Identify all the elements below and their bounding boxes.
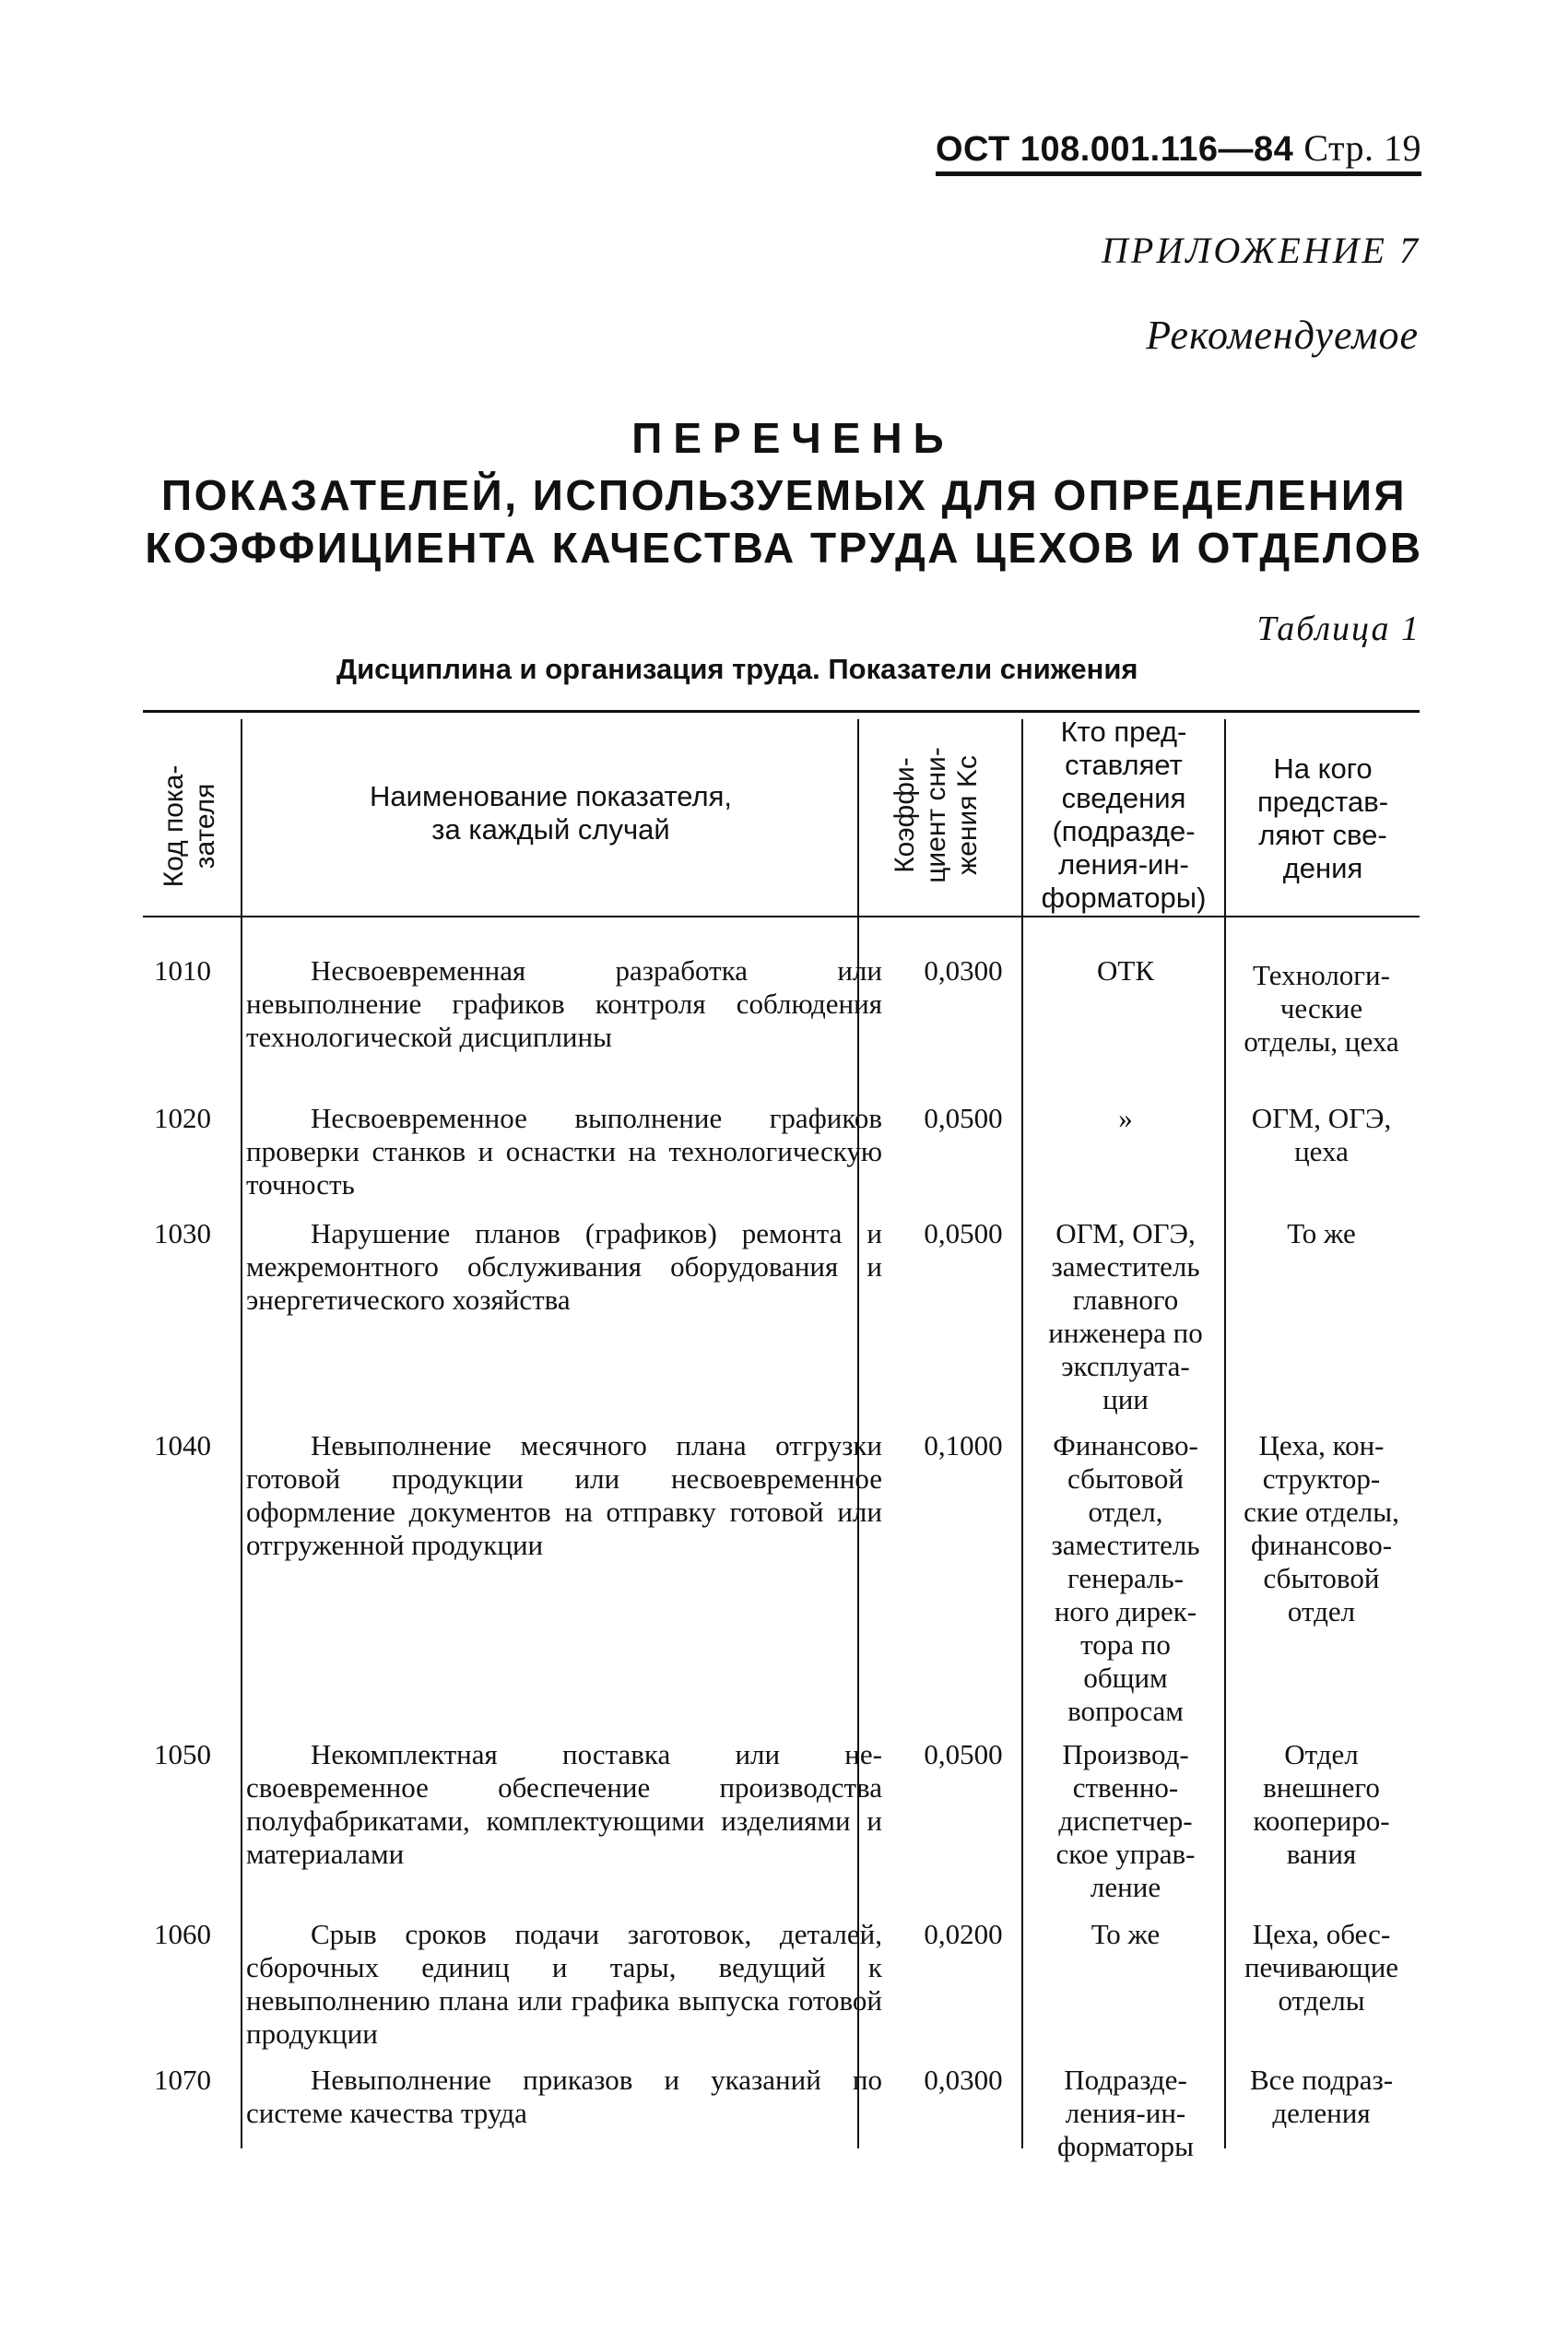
row-who-provides: ОГМ, ОГЭ, заместитель главного инженера по эксплуата- ции [1048,1217,1203,1415]
row-code: 1040 [154,1429,211,1461]
title-line-1: ПЕРЕЧЕНЬ [631,414,955,462]
row-name: Некомплектная поставка или несвоевременное обеспечение производства полуфабрикатами, комплектующими изделиями и материалами [246,1738,882,1870]
title-line-3: КОЭФФИЦИЕНТА КАЧЕСТВА ТРУДА ЦЕХОВ И ОТДЕЛОВ [145,524,1423,572]
header-who-provides: Кто пред- ставляет сведения (подразде- ления-ин- форматоры) [1041,716,1207,914]
row-name: Нарушение планов (графиков) ремонта и межремонтного обслуживания оборудования и энергетического хозяйства [246,1217,882,1316]
title-line-2: ПОКАЗАТЕЛЕЙ, ИСПОЛЬЗУЕМЫХ ДЛЯ ОПРЕДЕЛЕНИЯ [161,471,1407,519]
row-who-provides: » [1118,1102,1133,1134]
page-number: Стр. 19 [1303,127,1421,169]
row-name: Срыв сроков подачи заготовок, деталей, сборочных единиц и тары, ведущий к невыполнению плана или графика выпуска готовой продукции [246,1918,882,2050]
row-code: 1060 [154,1918,211,1950]
row-about-whom: Цеха, кон- структор- ские отделы, финансово- сбытовой отдел [1244,1429,1399,1627]
header-about-whom: На кого представ- ляют све- дения [1256,752,1389,884]
row-who-provides: ОТК [1097,954,1154,987]
row-about-whom: ОГМ, ОГЭ, цеха [1251,1102,1392,1167]
row-name: Невыполнение месячного плана отгрузки готовой продукции или несвоевременное оформление документов на отправку готовой или отгруженной продукции [246,1429,882,1561]
indicators-table [143,710,1420,2162]
row-about-whom: То же [1287,1217,1356,1249]
row-code: 1030 [154,1217,211,1249]
row-coefficient: 0,0200 [924,1918,1003,1950]
row-coefficient: 0,0300 [924,954,1003,987]
row-about-whom: Отдел внешнего коопериро- вания [1253,1738,1390,1870]
row-coefficient: 0,0500 [924,1738,1003,1770]
row-about-whom: Все подраз- деления [1249,2064,1394,2129]
row-about-whom: Цеха, обес- печивающие отделы [1244,1918,1399,2017]
row-coefficient: 0,1000 [924,1429,1003,1461]
row-name: Невыполнение приказов и указаний по системе качества труда [246,2064,882,2129]
table-header-rule [143,916,1420,917]
column-divider [241,719,242,2148]
row-coefficient: 0,0300 [924,2064,1003,2096]
appendix-label: ПРИЛОЖЕНИЕ 7 [1102,230,1421,271]
row-coefficient: 0,0500 [924,1102,1003,1134]
row-code: 1050 [154,1738,211,1770]
header-code: Код пока- зателя [159,764,220,888]
row-name: Несвоевременное выполнение графиков проверки станков и оснастки на технологическую точность [246,1102,882,1201]
header-coefficient: Коэффи- циент сни- жения Kc [890,747,983,883]
appendix-status: Рекомендуемое [1146,313,1419,358]
header-name: Наименование показателя, за каждый случай [370,780,732,846]
row-coefficient: 0,0500 [924,1217,1003,1249]
table-caption: Дисциплина и организация труда. Показатели снижения [336,653,1138,685]
row-who-provides: Подразде- ления-ин- форматоры [1057,2064,1194,2162]
document-reference [936,126,1421,176]
row-who-provides: Финансово- сбытовой отдел, заместитель генераль- ного дирек- тора по общим вопросам [1051,1429,1200,1727]
row-who-provides: То же [1091,1918,1161,1950]
standard-number: ОСТ 108.001.116—84 [935,130,1294,169]
row-who-provides: Производ- ственно- диспетчер- ское управ- ление [1055,1738,1196,1903]
table-number: Таблица 1 [1256,609,1421,648]
row-code: 1020 [154,1102,211,1134]
row-about-whom: Технологи- ческие отделы, цеха [1244,959,1399,1058]
row-name: Несвоевременная разработка или невыполнение графиков контроля соблюдения технологической дисциплины [246,954,882,1053]
row-code: 1070 [154,2064,211,2096]
table-top-rule [143,710,1420,713]
row-code: 1010 [154,954,211,987]
